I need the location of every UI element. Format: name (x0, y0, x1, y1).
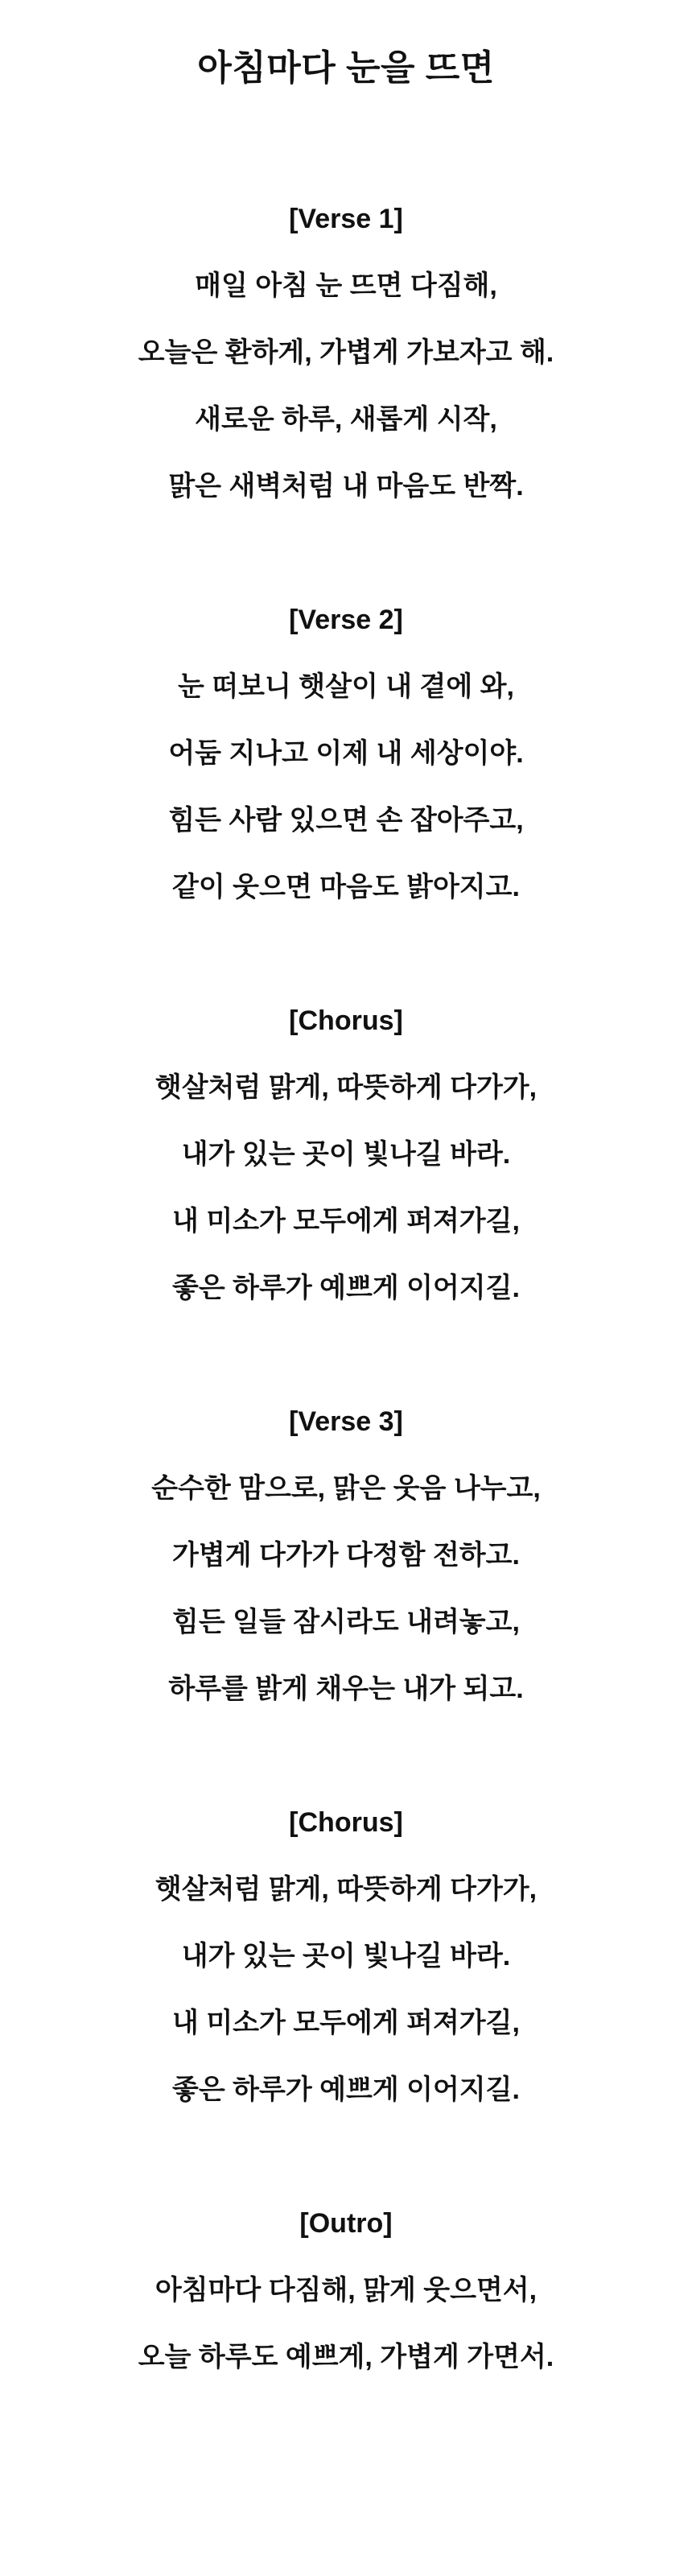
lyrics-body (0, 186, 692, 2391)
lyric-line: 새로운 하루, 새롭게 시작, (195, 404, 497, 435)
lyric-line: 아침마다 다짐해, 맑게 웃으면서, (154, 2275, 538, 2306)
lyric-section (0, 587, 692, 921)
lyric-line: 하루를 밝게 채우는 내가 되고. (168, 1674, 524, 1704)
lyric-line: 힘든 일들 잠시라도 내려놓고, (172, 1607, 520, 1637)
lyric-section (0, 2190, 692, 2391)
lyric-line: 오늘 하루도 예쁘게, 가볍게 가면서. (138, 2342, 554, 2372)
lyric-line: 맑은 새벽처럼 내 마음도 반짝. (168, 471, 524, 502)
lyric-line: 내가 있는 곳이 빛나길 바라. (181, 1139, 511, 1170)
lyric-line: 힘든 사람 있으면 손 잡아주고, (168, 805, 524, 836)
lyric-section (0, 1389, 692, 1723)
lyric-line: 햇살처럼 맑게, 따뜻하게 다가가, (154, 1874, 538, 1905)
section-label: [Chorus] (289, 1807, 403, 1838)
lyric-line: 내가 있는 곳이 빛나길 바라. (181, 1941, 511, 1971)
lyric-section (0, 988, 692, 1322)
lyric-section (0, 186, 692, 520)
lyric-line: 내 미소가 모두에게 퍼져가길, (172, 2008, 520, 2038)
section-label: [Chorus] (289, 1005, 403, 1036)
lyric-line: 매일 아침 눈 뜨면 다짐해, (195, 270, 497, 301)
section-label: [Verse 3] (289, 1406, 403, 1437)
lyric-line: 오늘은 환하게, 가볍게 가보자고 해. (138, 337, 554, 368)
lyric-line: 좋은 하루가 예쁘게 이어지길. (172, 2074, 520, 2105)
song-title: 아침마다 눈을 뜨면 (197, 48, 495, 88)
lyric-line: 가볍게 다가가 다정함 전하고. (172, 1540, 520, 1571)
lyric-line: 같이 웃으면 마음도 밝아지고. (172, 872, 520, 902)
lyric-line: 눈 떠보니 햇살이 내 곁에 와, (178, 671, 514, 702)
lyric-line: 좋은 하루가 예쁘게 이어지길. (172, 1273, 520, 1303)
section-label: [Verse 1] (289, 204, 403, 234)
section-label: [Outro] (299, 2208, 393, 2239)
lyric-line: 내 미소가 모두에게 퍼져가길, (172, 1206, 520, 1236)
lyric-section (0, 1790, 692, 2124)
lyric-line: 어둠 지나고 이제 내 세상이야. (168, 738, 524, 769)
lyric-line: 순수한 맘으로, 맑은 웃음 나누고, (151, 1473, 541, 1504)
section-label: [Verse 2] (289, 605, 403, 635)
lyric-line: 햇살처럼 맑게, 따뜻하게 다가가, (154, 1072, 538, 1103)
